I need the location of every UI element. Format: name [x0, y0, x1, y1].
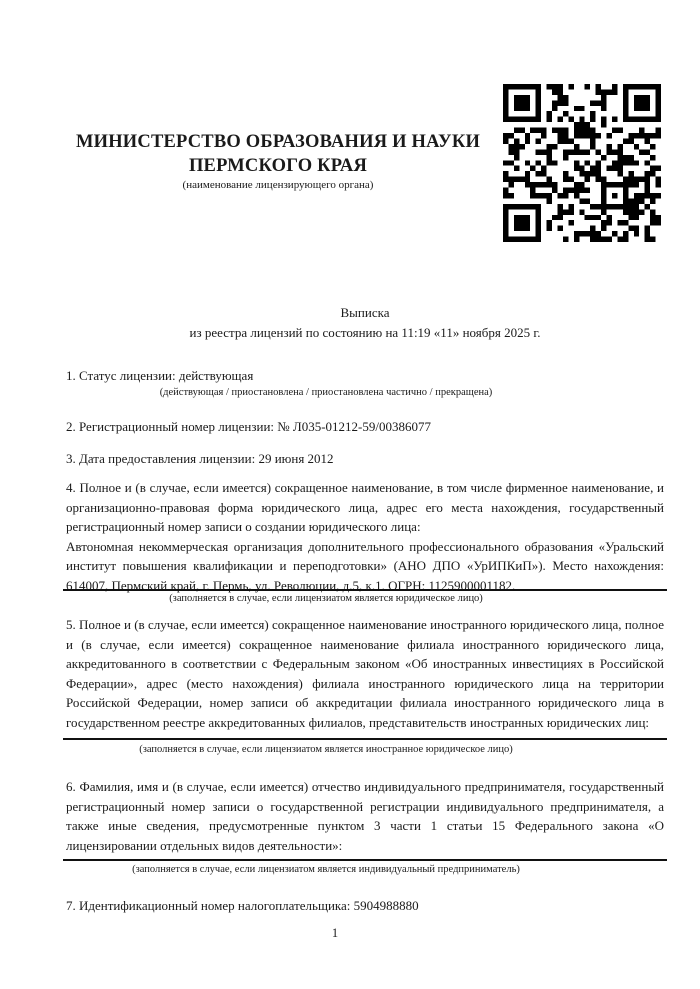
entrepreneur-section [66, 777, 664, 855]
legal-entity-label: 4. Полное и (в случае, если имеется) сокращенное наименование, в том числе фирменное наименование, и организационно-правовая форма юридического лица, адрес его места нахождения, государственный регистрационный номер записи о создании юридического лица: [66, 480, 664, 534]
foreign-entity-section [66, 615, 664, 732]
legal-entity-section [66, 478, 664, 595]
entrepreneur-label: 6. Фамилия, имя и (в случае, если имеется) отчество индивидуального предпринимателя, государственный регистрационный номер записи о государственной регистрации индивидуального предпринимателя, а также иные сведения, предусмотренные пунктом 3 части 1 статьи 15 Федерального закона «О лицензировании отдельных видов деятельности»: [66, 779, 664, 853]
foreign-entity-label: 5. Полное и (в случае, если имеется) сокращенное наименование иностранного юридического лица, полное и (в случае, если имеется) сокращенное наименование филиала иностранного юридического лица, аккредитованного в соответствии с Федеральным законом «Об иностранных инвестициях в Российской Федерации», адрес (место нахождения) филиала иностранного юридического лица на территории Российской Федерации, номер записи об аккредитации филиала иностранного юридического лица в государственном реестре аккредитованных филиалов, представительств иностранных юридических лиц: [66, 617, 664, 730]
license-status-line [66, 366, 664, 386]
legal-entity-caption: (заполняется в случае, если лицензиатом является юридическое лицо) [169, 593, 483, 604]
licensing-authority-header [58, 130, 498, 192]
taxpayer-number-line [66, 896, 664, 916]
entrepreneur-fill-line [63, 859, 667, 861]
foreign-entity-fill-line [63, 738, 667, 740]
document-title: Выписка [340, 305, 390, 320]
license-status-text: 1. Статус лицензии: действующая [66, 368, 254, 383]
grant-date-line [66, 449, 664, 469]
taxpayer-number-text: 7. Идентификационный номер налогоплательщика: 5904988880 [66, 898, 419, 913]
ministry-name-line2: ПЕРМСКОГО КРАЯ [188, 156, 368, 176]
status-options-caption: (действующая / приостановлена / приостановлена частично / прекращена) [159, 387, 493, 398]
ministry-name-line1: МИНИСТЕРСТВО ОБРАЗОВАНИЯ И НАУКИ [75, 132, 481, 152]
foreign-entity-caption: (заполняется в случае, если лицензиатом является иностранное юридическое лицо) [139, 744, 513, 755]
registration-number-text: 2. Регистрационный номер лицензии: № Л035-01212-59/00386077 [66, 419, 432, 434]
legal-entity-fill-line [63, 589, 667, 591]
document-title-block [66, 303, 664, 342]
entrepreneur-caption: (заполняется в случае, если лицензиатом является индивидуальный предприниматель) [132, 864, 520, 875]
licensing-authority-caption: (наименование лицензирующего органа) [182, 179, 374, 191]
grant-date-text: 3. Дата предоставления лицензии: 29 июня 2012 [66, 451, 334, 466]
registration-number-line [66, 417, 664, 437]
extract-date-line: из реестра лицензий по состоянию на 11:19 «11» ноября 2025 г. [189, 324, 541, 340]
page-number: 1 [331, 926, 339, 940]
qr-code-icon [503, 84, 661, 242]
legal-entity-value: Автономная некоммерческая организация дополнительного профессионального образования «Уральский институт повышения квалификации и переподготовки» (АНО ДПО «УрИПКиП»). Место нахождения: 614007, Пермский край, г. Пермь, ул. Революции, д.5, к.1. ОГРН: 1125900001182. [66, 538, 664, 593]
